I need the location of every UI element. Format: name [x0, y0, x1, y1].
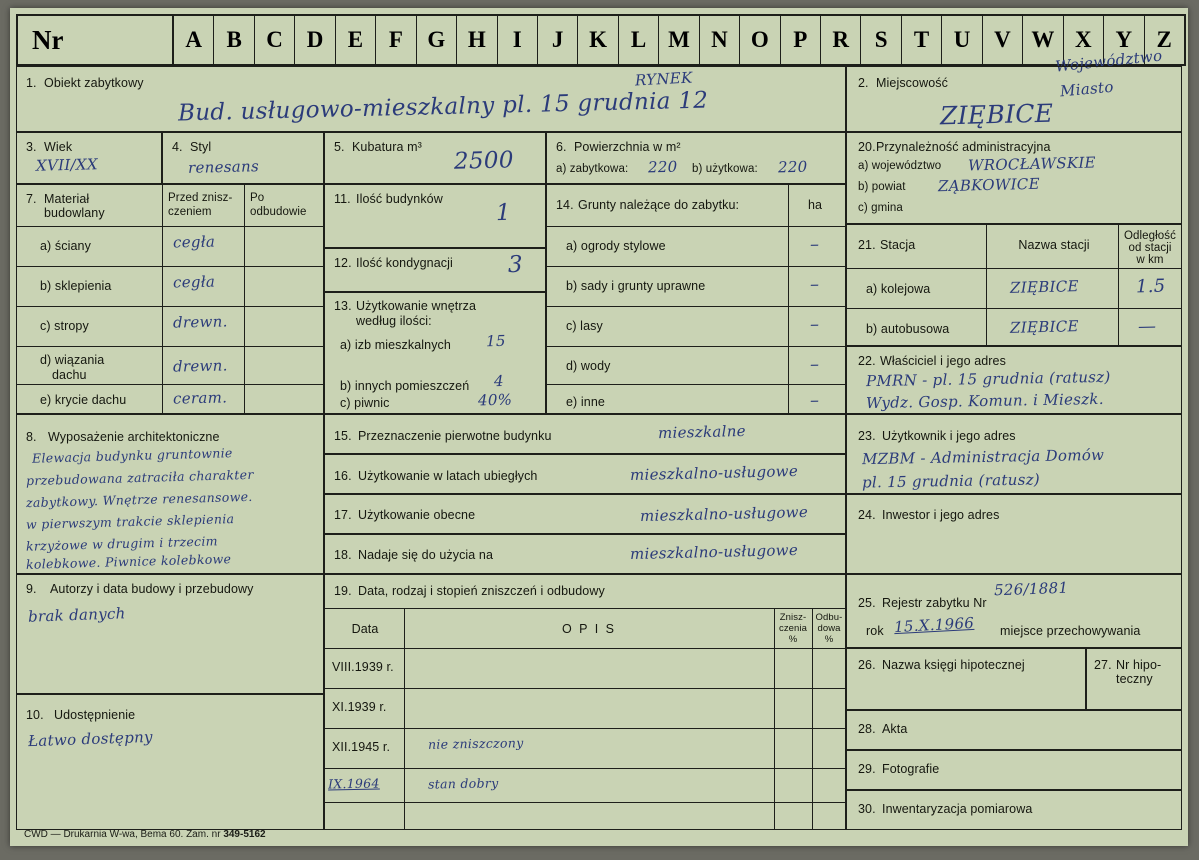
field-1-value-note: RYNEK	[634, 68, 693, 90]
letter-cell[interactable]: V	[983, 16, 1023, 64]
field-7-rule	[16, 226, 324, 227]
field-19-row-data: XII.1945 r.	[332, 740, 391, 754]
letter-cell[interactable]: R	[821, 16, 861, 64]
field-23-line: MZBM - Administracja Domów	[861, 445, 1105, 469]
field-13-row-value: 4	[493, 371, 505, 391]
field-27-num: 27.	[1094, 658, 1112, 672]
field-1-value: Bud. usługowo-mieszkalny pl. 15 grudnia 12	[177, 87, 709, 127]
letter-cell[interactable]: L	[619, 16, 659, 64]
field-7-divider-2	[244, 184, 245, 414]
field-1-num: 1.	[26, 76, 37, 90]
field-9-num: 9.	[26, 582, 37, 596]
field-14-row-value: –	[809, 353, 820, 376]
field-3-num: 3.	[26, 140, 37, 154]
field-21-row-label: a) kolejowa	[866, 282, 931, 296]
letter-cell[interactable]: F	[376, 16, 416, 64]
field-7-row-label: e) krycie dachu	[40, 393, 127, 407]
field-13-row-value: 40%	[477, 390, 513, 410]
field-11-label: Ilość budynków	[356, 192, 443, 206]
field-20-label: Przynależność administracyjna	[876, 140, 1051, 154]
field-7-label-line1: Materiał	[44, 192, 90, 206]
letter-cell[interactable]: P	[781, 16, 821, 64]
field-14-rule	[546, 306, 846, 307]
field-7-divider-1	[162, 184, 163, 414]
field-14-row-value: –	[809, 389, 820, 412]
field-24-box[interactable]	[846, 494, 1182, 574]
field-5-label: Kubatura m³	[352, 140, 422, 154]
letter-cell[interactable]: T	[902, 16, 942, 64]
field-14-rule	[546, 346, 846, 347]
field-22-line: Wydz. Gosp. Komun. i Mieszk.	[865, 389, 1104, 413]
field-6-value-a: 220	[647, 157, 678, 177]
field-14-rule	[546, 266, 846, 267]
field-21-col3-line3: w km	[1136, 254, 1164, 266]
letter-cell[interactable]: C	[255, 16, 295, 64]
field-13-num: 13.	[334, 299, 352, 313]
letter-cell[interactable]: S	[861, 16, 901, 64]
field-21-divider-2	[1118, 224, 1119, 346]
field-17-num: 17.	[334, 508, 352, 522]
field-21-row-label: b) autobusowa	[866, 322, 950, 336]
field-7-row-label: b) sklepienia	[40, 279, 112, 293]
field-3-label: Wiek	[44, 140, 73, 154]
field-14-row-value: –	[809, 233, 820, 256]
field-7-row-label: a) ściany	[40, 239, 91, 253]
letter-cells	[174, 16, 1184, 64]
field-19-header-znisz-1: Znisz-	[779, 612, 807, 623]
field-7-col1-line2: czeniem	[168, 206, 212, 218]
printer-imprint-text: CWD — Drukarnia W-wa, Bema 60. Zam. nr	[24, 829, 221, 840]
field-27-label-line1: Nr hipo-	[1116, 658, 1162, 672]
field-7-label-line2: budowlany	[44, 206, 105, 220]
letter-cell[interactable]: K	[578, 16, 618, 64]
field-7-row-label-line1: d) wiązania	[40, 353, 105, 367]
field-30-label: Inwentaryzacja pomiarowa	[882, 802, 1033, 816]
field-21-col3-line1: Odległość	[1123, 230, 1177, 242]
letter-cell[interactable]: W	[1023, 16, 1063, 64]
field-7-row-value-1: drewn.	[172, 356, 228, 376]
field-21-col3-line2: od stacji	[1128, 242, 1172, 254]
field-14-row-label: a) ogrody stylowe	[566, 239, 666, 253]
field-27-label-line2: teczny	[1116, 672, 1153, 686]
field-19-header-opis: O P I S	[561, 622, 617, 636]
field-21-rule	[846, 268, 1182, 269]
field-6-sub-a: a) zabytkowa:	[556, 163, 629, 175]
field-25-place-label: miejsce przechowywania	[1000, 624, 1141, 638]
field-29-num: 29.	[858, 762, 876, 776]
field-24-num: 24.	[858, 508, 876, 522]
field-6-value-b: 220	[777, 157, 808, 177]
field-25-num: 25.	[858, 596, 876, 610]
field-10-num: 10.	[26, 708, 44, 722]
field-13-row-label: a) izb mieszkalnych	[340, 338, 451, 352]
field-28-num: 28.	[858, 722, 876, 736]
field-13-row-label: c) piwnic	[340, 396, 390, 410]
field-19-rule	[324, 648, 846, 649]
field-25-register-number: 526/1881	[993, 578, 1069, 600]
field-10-value: Łatwo dostępny	[27, 727, 154, 751]
field-19-header-data: Data	[351, 622, 379, 636]
field-8-line: w pierwszym trakcie sklepienia	[25, 511, 235, 532]
field-8-line: Elewacja budynku gruntownie	[31, 445, 233, 466]
field-9-label: Autorzy i data budowy i przebudowy	[50, 582, 254, 596]
field-14-num: 14.	[556, 198, 574, 212]
field-7-rule	[16, 346, 324, 347]
field-14-row-label: e) inne	[566, 395, 605, 409]
field-25-rok-value: 15.X.1966	[893, 613, 975, 637]
field-11-value: 1	[495, 199, 512, 227]
field-2-value-note: Miasto	[1059, 77, 1115, 101]
field-6-sub-b: b) użytkowa:	[692, 163, 758, 175]
printer-imprint	[24, 829, 266, 840]
nr-label: Nr	[18, 16, 174, 64]
field-14-row-label: c) lasy	[566, 319, 603, 333]
field-19-box[interactable]	[324, 574, 846, 830]
field-19-header-znisz-3: %	[788, 634, 798, 645]
field-19-header-znisz-2: czenia	[778, 623, 808, 634]
field-22-line: PMRN - pl. 15 grudnia (ratusz)	[865, 367, 1111, 391]
field-15-label: Przeznaczenie pierwotne budynku	[358, 429, 552, 443]
field-19-label: Data, rodzaj i stopień zniszczeń i odbudowy	[358, 584, 605, 598]
field-19-header-odbud-2: dowa	[817, 623, 841, 634]
field-8-line: przebudowana zatraciła charakter	[25, 466, 254, 489]
field-18-label: Nadaje się do użycia na	[358, 548, 494, 562]
letter-cell[interactable]: H	[457, 16, 497, 64]
field-15-num: 15.	[334, 429, 352, 443]
field-8-line: kolebkowe. Piwnice kolebkowe	[25, 551, 232, 572]
field-20-row-label: c) gmina	[858, 202, 903, 214]
field-7-rule	[16, 266, 324, 267]
field-20-row-label: b) powiat	[858, 181, 906, 193]
field-19-num: 19.	[334, 584, 352, 598]
field-13-row-value: 15	[485, 331, 506, 351]
field-7-rule	[16, 384, 324, 385]
letter-cell[interactable]: O	[740, 16, 780, 64]
field-12-num: 12.	[334, 256, 352, 270]
field-7-row-value-1: cegła	[172, 232, 216, 252]
field-14-row-value: –	[809, 273, 820, 296]
printer-imprint-code: 349-5162	[223, 829, 266, 840]
field-26-label: Nazwa księgi hipotecznej	[882, 658, 1025, 672]
field-21-row-name: ZIĘBICE	[1009, 277, 1079, 297]
field-5-num: 5.	[334, 140, 345, 154]
field-7-col2-line2: odbudowie	[250, 206, 307, 218]
field-2-label: Miejscowość	[876, 76, 948, 90]
field-23-num: 23.	[858, 429, 876, 443]
record-card	[10, 8, 1188, 846]
field-19-row-opis: stan dobry	[427, 775, 499, 792]
field-14-unit: ha	[808, 198, 823, 212]
field-19-rule	[324, 768, 846, 769]
field-21-divider-1	[986, 224, 987, 346]
field-19-row-data: IX.1964	[327, 775, 380, 792]
field-13-label-line1: Użytkowanie wnętrza	[356, 299, 477, 313]
field-7-row-value-1: ceram.	[172, 388, 228, 408]
field-19-row-data: VIII.1939 r.	[332, 660, 394, 674]
field-25-label: Rejestr zabytku Nr	[882, 596, 987, 610]
field-26-num: 26.	[858, 658, 876, 672]
field-12-value: 3	[507, 251, 524, 279]
field-14-rule	[546, 384, 846, 385]
field-16-value: mieszkalno-usługowe	[629, 461, 799, 485]
field-14-row-label: b) sady i grunty uprawne	[566, 279, 706, 293]
field-7-row-value-1: cegła	[172, 272, 216, 292]
field-14-rule	[546, 226, 846, 227]
field-19-rule	[324, 728, 846, 729]
field-22-label: Właściciel i jego adres	[880, 354, 1006, 368]
field-11-num: 11.	[334, 192, 351, 206]
field-18-value: mieszkalno-usługowe	[629, 540, 799, 564]
field-23-label: Użytkownik i jego adres	[882, 429, 1016, 443]
field-25-rok-label: rok	[866, 624, 884, 638]
field-6-num: 6.	[556, 140, 567, 154]
field-13-row-label: b) innych pomieszczeń	[340, 379, 470, 393]
field-1-label: Obiekt zabytkowy	[44, 76, 144, 90]
field-2-value: ZIĘBICE	[939, 98, 1054, 131]
field-21-label: Stacja	[880, 238, 916, 252]
field-8-line: zabytkowy. Wnętrze renesansowe.	[25, 488, 253, 511]
field-17-label: Użytkowanie obecne	[358, 508, 476, 522]
letter-cell[interactable]: B	[214, 16, 254, 64]
field-9-value: brak danych	[27, 604, 126, 626]
field-19-rule	[324, 688, 846, 689]
field-8-line: krzyżowe w drugim i trzecim	[25, 533, 218, 554]
field-19-rule	[324, 802, 846, 803]
field-28-label: Akta	[882, 722, 908, 736]
field-7-col2-line1: Po	[250, 192, 265, 204]
field-20-num: 20.	[858, 140, 876, 154]
field-21-row-dist: —	[1137, 315, 1157, 338]
field-30-num: 30.	[858, 802, 876, 816]
field-3-value: XVII/XX	[35, 155, 99, 175]
field-21-row-name: ZIĘBICE	[1009, 317, 1079, 337]
letter-cell[interactable]: J	[538, 16, 578, 64]
field-15-value: mieszkalne	[657, 421, 747, 443]
field-24-label: Inwestor i jego adres	[882, 508, 1000, 522]
field-21-row-dist: 1.5	[1135, 275, 1166, 298]
field-7-row-value-1: drewn.	[172, 312, 228, 332]
field-7-col1-line1: Przed znisz-	[168, 192, 233, 204]
field-4-num: 4.	[172, 140, 183, 154]
field-4-value: renesans	[187, 157, 260, 177]
field-23-line: pl. 15 grudnia (ratusz)	[861, 470, 1041, 492]
field-14-box[interactable]	[546, 184, 846, 414]
field-7-row-label: c) stropy	[40, 319, 89, 333]
letter-cell[interactable]: E	[336, 16, 376, 64]
field-20-row-value: WROCŁAWSKIE	[967, 153, 1097, 175]
letter-cell[interactable]: M	[659, 16, 699, 64]
field-13-label-line2: według ilości:	[356, 314, 432, 328]
field-2-num: 2.	[858, 76, 869, 90]
field-21-num: 21.	[858, 238, 876, 252]
field-21-col2: Nazwa stacji	[1018, 238, 1090, 252]
field-21-rule	[846, 308, 1182, 309]
field-14-row-label: d) wody	[566, 359, 611, 373]
field-19-header-odbud-3: %	[824, 634, 834, 645]
field-19-row-data: XI.1939 r.	[332, 700, 387, 714]
field-18-num: 18.	[334, 548, 352, 562]
field-17-value: mieszkalno-usługowe	[639, 502, 809, 526]
field-19-header-odbud-1: Odbu-	[815, 612, 843, 623]
field-7-row-label-line2: dachu	[52, 368, 87, 382]
field-14-label: Grunty należące do zabytku:	[578, 198, 740, 212]
field-19-row-opis: nie zniszczony	[427, 735, 524, 752]
field-22-num: 22.	[858, 354, 876, 368]
field-19-rule	[324, 608, 846, 609]
margin-note-handwriting: Województwo	[1054, 46, 1164, 76]
field-6-label: Powierzchnia w m²	[574, 140, 681, 154]
letter-cell[interactable]: N	[700, 16, 740, 64]
letter-cell[interactable]: I	[498, 16, 538, 64]
alphabet-header	[16, 14, 1186, 66]
field-20-row-value: ZĄBKOWICE	[937, 174, 1041, 196]
field-7-rule	[16, 306, 324, 307]
letter-cell[interactable]: X	[1064, 16, 1104, 64]
field-8-num: 8.	[26, 430, 37, 444]
field-8-label: Wyposażenie architektoniczne	[48, 430, 220, 444]
field-14-divider	[788, 184, 789, 414]
letter-cell[interactable]: U	[942, 16, 982, 64]
field-7-num: 7.	[26, 192, 37, 206]
field-29-label: Fotografie	[882, 762, 940, 776]
letter-cell[interactable]: G	[417, 16, 457, 64]
letter-cell[interactable]: A	[174, 16, 214, 64]
field-16-num: 16.	[334, 469, 352, 483]
field-5-value: 2500	[453, 147, 515, 175]
letter-cell[interactable]: D	[295, 16, 335, 64]
letter-cell[interactable]: Y	[1104, 16, 1144, 64]
letter-cell[interactable]: Z	[1156, 27, 1172, 52]
field-14-row-value: –	[809, 313, 820, 336]
field-16-label: Użytkowanie w latach ubiegłych	[358, 469, 538, 483]
field-4-label: Styl	[190, 140, 212, 154]
field-19-divider-1	[404, 608, 405, 830]
field-20-row-label: a) województwo	[858, 160, 942, 172]
field-10-label: Udostępnienie	[54, 708, 136, 722]
field-12-label: Ilość kondygnacji	[356, 256, 453, 270]
